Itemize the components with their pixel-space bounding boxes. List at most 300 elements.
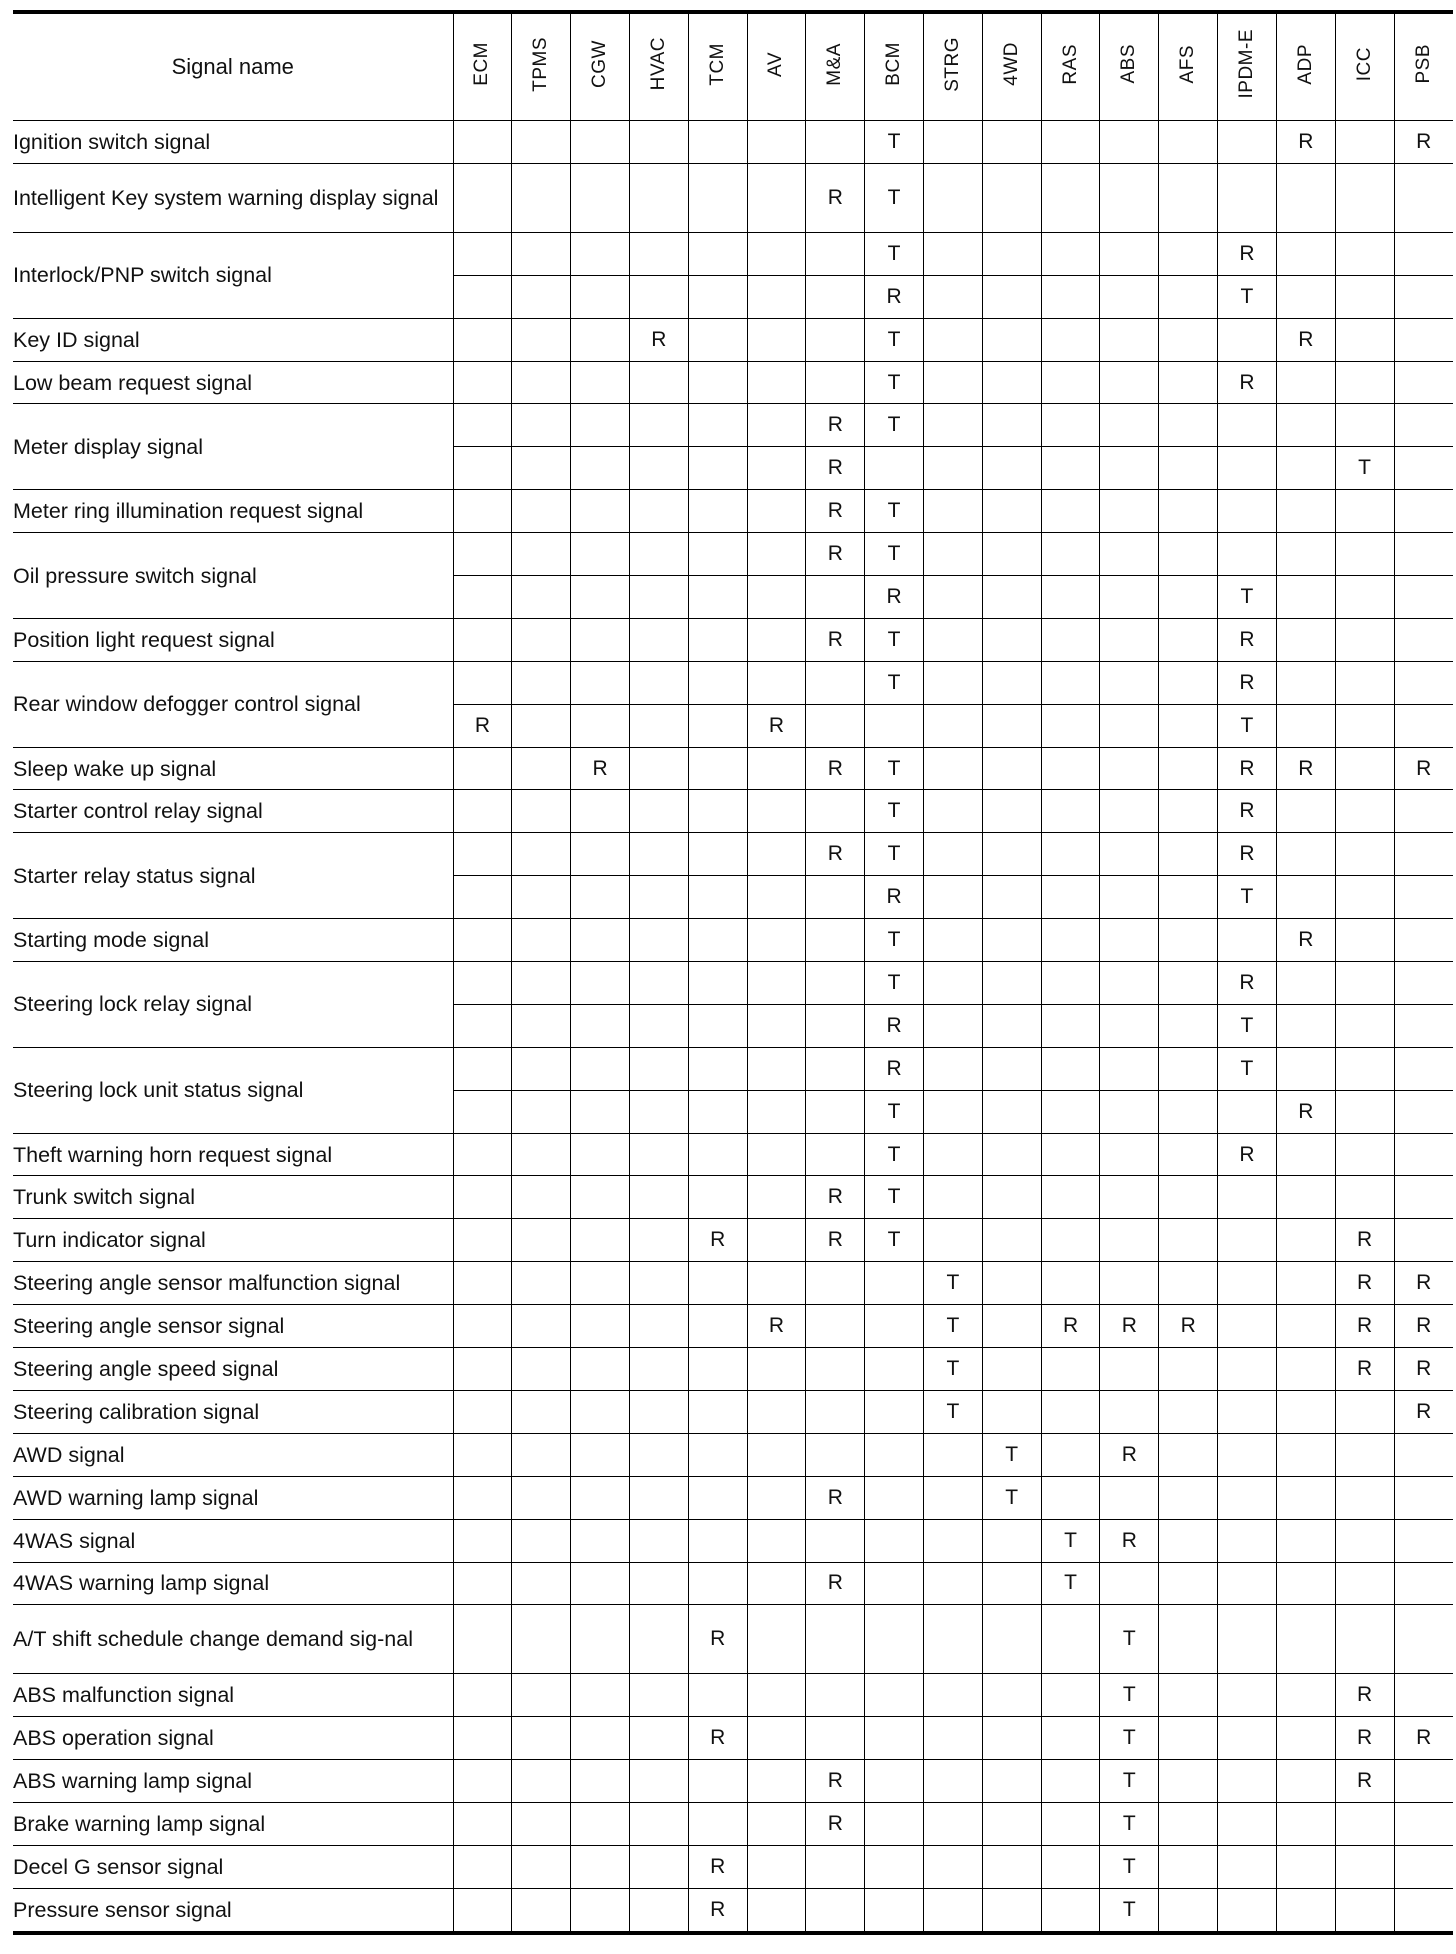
cell-adp [1276, 1760, 1335, 1803]
cell-strg [924, 121, 983, 164]
cell-afs [1159, 447, 1218, 490]
unit-header-abs [1100, 12, 1159, 121]
cell-psb [1394, 618, 1453, 661]
cell-strg [924, 661, 983, 704]
signal-name-cell: Steering calibration signal [13, 1390, 453, 1433]
cell-adp [1276, 1390, 1335, 1433]
cell-icc [1335, 876, 1394, 919]
signal-name-cell: Starter control relay signal [13, 790, 453, 833]
cell-av [747, 876, 806, 919]
cell-4wd [982, 1519, 1041, 1562]
cell-afs [1159, 490, 1218, 533]
cell-manda: R [806, 1219, 865, 1262]
cell-av [747, 1803, 806, 1846]
cell-bcm: T [865, 490, 924, 533]
table-row [13, 1803, 1453, 1846]
cell-abs: R [1100, 1305, 1159, 1348]
cell-4wd [982, 704, 1041, 747]
cell-psb: R [1394, 1717, 1453, 1760]
cell-tpms [512, 1717, 571, 1760]
unit-header-label: STRG [941, 36, 963, 92]
cell-ecm [453, 1605, 512, 1674]
signal-name-cell: AWD signal [13, 1433, 453, 1476]
cell-ipdm-e: R [1218, 833, 1277, 876]
cell-afs [1159, 1133, 1218, 1176]
cell-ecm [453, 1047, 512, 1090]
cell-afs [1159, 1888, 1218, 1932]
cell-av [747, 1562, 806, 1605]
unit-header-label: ABS [1118, 44, 1140, 84]
cell-tcm [688, 1433, 747, 1476]
cell-av [747, 1476, 806, 1519]
cell-av [747, 1390, 806, 1433]
table-row [13, 919, 1453, 962]
cell-strg [924, 163, 983, 232]
cell-psb [1394, 232, 1453, 275]
cell-icc [1335, 121, 1394, 164]
cell-icc [1335, 1176, 1394, 1219]
cell-bcm: T [865, 790, 924, 833]
cell-strg [924, 1433, 983, 1476]
cell-adp: R [1276, 1090, 1335, 1133]
signal-name-cell: A/T shift schedule change demand sig-nal [13, 1605, 453, 1674]
cell-tcm [688, 275, 747, 318]
cell-tcm [688, 1519, 747, 1562]
cell-strg [924, 1888, 983, 1932]
signal-name-cell: Oil pressure switch signal [13, 533, 453, 619]
cell-av [747, 1888, 806, 1932]
cell-icc [1335, 833, 1394, 876]
unit-header-label: TPMS [530, 36, 552, 92]
cell-ipdm-e [1218, 318, 1277, 361]
cell-abs: T [1100, 1803, 1159, 1846]
cell-bcm: T [865, 121, 924, 164]
signal-name-cell: Brake warning lamp signal [13, 1803, 453, 1846]
cell-hvac [629, 661, 688, 704]
cell-manda [806, 121, 865, 164]
cell-ecm [453, 1133, 512, 1176]
cell-abs [1100, 1390, 1159, 1433]
cell-cgw [571, 1390, 630, 1433]
cell-psb [1394, 361, 1453, 404]
cell-ras [1041, 1004, 1100, 1047]
cell-psb [1394, 1133, 1453, 1176]
cell-tpms [512, 533, 571, 576]
cell-adp [1276, 447, 1335, 490]
cell-icc [1335, 232, 1394, 275]
cell-tpms [512, 1888, 571, 1932]
cell-afs [1159, 121, 1218, 164]
cell-icc [1335, 1605, 1394, 1674]
table-row [13, 1133, 1453, 1176]
cell-tcm [688, 1090, 747, 1133]
cell-hvac [629, 1674, 688, 1717]
cell-ecm [453, 1090, 512, 1133]
cell-bcm [865, 1562, 924, 1605]
can-communication-signal-table-sheet [13, 10, 1443, 1935]
cell-abs [1100, 704, 1159, 747]
cell-tpms [512, 1305, 571, 1348]
cell-tcm [688, 1674, 747, 1717]
cell-tpms [512, 1562, 571, 1605]
cell-hvac [629, 1562, 688, 1605]
table-row [13, 1390, 1453, 1433]
cell-av [747, 1605, 806, 1674]
cell-ipdm-e [1218, 1219, 1277, 1262]
cell-tcm [688, 1390, 747, 1433]
cell-psb [1394, 661, 1453, 704]
cell-cgw [571, 533, 630, 576]
cell-ecm [453, 163, 512, 232]
cell-tcm [688, 1476, 747, 1519]
cell-icc: R [1335, 1674, 1394, 1717]
cell-afs [1159, 163, 1218, 232]
signal-name-cell: Interlock/PNP switch signal [13, 232, 453, 318]
signal-name-cell: Steering lock relay signal [13, 962, 453, 1048]
cell-strg [924, 704, 983, 747]
cell-psb [1394, 1476, 1453, 1519]
table-row [13, 490, 1453, 533]
cell-tpms [512, 1133, 571, 1176]
table-row [13, 1305, 1453, 1348]
cell-ras [1041, 1803, 1100, 1846]
cell-manda [806, 576, 865, 619]
cell-tpms [512, 490, 571, 533]
cell-tcm [688, 163, 747, 232]
cell-cgw [571, 576, 630, 619]
cell-hvac [629, 533, 688, 576]
cell-ipdm-e [1218, 447, 1277, 490]
table-row [13, 1717, 1453, 1760]
cell-tpms [512, 447, 571, 490]
cell-abs [1100, 404, 1159, 447]
cell-cgw [571, 962, 630, 1005]
cell-abs: T [1100, 1760, 1159, 1803]
signal-name-cell: Rear window defogger control signal [13, 661, 453, 747]
signal-name-cell: Trunk switch signal [13, 1176, 453, 1219]
cell-tcm [688, 962, 747, 1005]
cell-psb [1394, 1760, 1453, 1803]
cell-psb [1394, 1433, 1453, 1476]
cell-afs [1159, 1219, 1218, 1262]
cell-icc [1335, 533, 1394, 576]
table-row [13, 163, 1453, 232]
cell-cgw [571, 121, 630, 164]
cell-cgw [571, 919, 630, 962]
cell-icc [1335, 490, 1394, 533]
cell-ras [1041, 1760, 1100, 1803]
cell-ras [1041, 404, 1100, 447]
cell-ecm [453, 121, 512, 164]
cell-ras [1041, 747, 1100, 790]
cell-bcm [865, 1262, 924, 1305]
unit-header-label: PSB [1412, 44, 1434, 84]
cell-4wd [982, 1176, 1041, 1219]
cell-adp [1276, 1433, 1335, 1476]
cell-hvac [629, 1888, 688, 1932]
cell-bcm [865, 1888, 924, 1932]
cell-bcm: T [865, 618, 924, 661]
cell-av: R [747, 1305, 806, 1348]
cell-abs: T [1100, 1717, 1159, 1760]
cell-cgw [571, 790, 630, 833]
cell-hvac [629, 576, 688, 619]
cell-ecm [453, 1176, 512, 1219]
cell-4wd [982, 1803, 1041, 1846]
cell-manda: R [806, 1803, 865, 1846]
cell-4wd [982, 1562, 1041, 1605]
cell-manda [806, 704, 865, 747]
unit-header-adp [1276, 12, 1335, 121]
cell-bcm [865, 447, 924, 490]
cell-ipdm-e [1218, 1605, 1277, 1674]
cell-tcm [688, 318, 747, 361]
cell-bcm: T [865, 318, 924, 361]
cell-adp [1276, 1262, 1335, 1305]
signal-name-cell: Pressure sensor signal [13, 1888, 453, 1932]
cell-adp [1276, 1888, 1335, 1932]
cell-ecm [453, 1717, 512, 1760]
cell-manda: R [806, 163, 865, 232]
cell-psb [1394, 533, 1453, 576]
cell-manda: R [806, 1562, 865, 1605]
cell-ipdm-e [1218, 1262, 1277, 1305]
cell-tcm [688, 704, 747, 747]
table-row [13, 1047, 1453, 1090]
unit-header-4wd [982, 12, 1041, 121]
cell-abs: R [1100, 1519, 1159, 1562]
cell-abs: R [1100, 1433, 1159, 1476]
cell-av [747, 361, 806, 404]
cell-tpms [512, 318, 571, 361]
cell-tpms [512, 576, 571, 619]
cell-icc: R [1335, 1348, 1394, 1391]
cell-ecm [453, 1262, 512, 1305]
cell-bcm: R [865, 876, 924, 919]
cell-tpms [512, 275, 571, 318]
cell-ras [1041, 447, 1100, 490]
cell-tpms [512, 833, 571, 876]
cell-manda [806, 1305, 865, 1348]
cell-ecm [453, 1888, 512, 1932]
cell-abs [1100, 163, 1159, 232]
cell-bcm: T [865, 1090, 924, 1133]
cell-ipdm-e [1218, 1674, 1277, 1717]
cell-av [747, 618, 806, 661]
cell-hvac [629, 1717, 688, 1760]
cell-hvac [629, 1845, 688, 1888]
cell-strg [924, 1803, 983, 1846]
cell-ipdm-e: R [1218, 661, 1277, 704]
table-row [13, 962, 1453, 1005]
cell-av [747, 1760, 806, 1803]
cell-tpms [512, 1803, 571, 1846]
cell-hvac [629, 1605, 688, 1674]
cell-hvac [629, 790, 688, 833]
cell-av [747, 232, 806, 275]
cell-av [747, 790, 806, 833]
cell-adp [1276, 1562, 1335, 1605]
cell-ipdm-e [1218, 121, 1277, 164]
cell-icc [1335, 1562, 1394, 1605]
cell-icc [1335, 318, 1394, 361]
cell-afs [1159, 876, 1218, 919]
unit-header-manda [806, 12, 865, 121]
cell-ipdm-e: R [1218, 790, 1277, 833]
cell-psb: R [1394, 121, 1453, 164]
cell-icc [1335, 1888, 1394, 1932]
cell-ras [1041, 232, 1100, 275]
signal-name-cell: AWD warning lamp signal [13, 1476, 453, 1519]
cell-bcm [865, 1760, 924, 1803]
signal-name-cell: Meter display signal [13, 404, 453, 490]
cell-tcm [688, 1348, 747, 1391]
signal-name-cell: ABS malfunction signal [13, 1674, 453, 1717]
cell-4wd [982, 1004, 1041, 1047]
cell-manda [806, 1888, 865, 1932]
cell-afs [1159, 618, 1218, 661]
cell-hvac [629, 618, 688, 661]
cell-abs [1100, 490, 1159, 533]
cell-cgw [571, 1219, 630, 1262]
unit-header-label: CGW [589, 40, 611, 88]
cell-tcm [688, 490, 747, 533]
cell-4wd [982, 163, 1041, 232]
cell-manda [806, 1047, 865, 1090]
unit-header-afs [1159, 12, 1218, 121]
cell-av [747, 1004, 806, 1047]
cell-4wd [982, 1219, 1041, 1262]
cell-ras [1041, 833, 1100, 876]
cell-ras [1041, 962, 1100, 1005]
cell-psb [1394, 919, 1453, 962]
cell-adp [1276, 275, 1335, 318]
cell-manda: R [806, 833, 865, 876]
cell-ecm [453, 576, 512, 619]
cell-abs [1100, 1133, 1159, 1176]
cell-hvac [629, 232, 688, 275]
cell-strg [924, 919, 983, 962]
cell-cgw [571, 361, 630, 404]
cell-ipdm-e [1218, 1433, 1277, 1476]
cell-av [747, 1348, 806, 1391]
unit-header-label: HVAC [647, 37, 669, 91]
cell-tcm: R [688, 1717, 747, 1760]
table-row [13, 1476, 1453, 1519]
cell-bcm [865, 1390, 924, 1433]
cell-tcm [688, 661, 747, 704]
cell-ras [1041, 1888, 1100, 1932]
cell-av [747, 1090, 806, 1133]
cell-cgw [571, 704, 630, 747]
cell-4wd [982, 1390, 1041, 1433]
cell-tcm: R [688, 1888, 747, 1932]
cell-tcm: R [688, 1219, 747, 1262]
cell-adp [1276, 1219, 1335, 1262]
cell-strg: T [924, 1305, 983, 1348]
cell-ecm [453, 1760, 512, 1803]
cell-4wd [982, 747, 1041, 790]
cell-tpms [512, 232, 571, 275]
cell-ecm [453, 790, 512, 833]
cell-psb [1394, 576, 1453, 619]
cell-adp [1276, 490, 1335, 533]
cell-ipdm-e [1218, 1305, 1277, 1348]
cell-psb [1394, 490, 1453, 533]
cell-abs [1100, 1047, 1159, 1090]
cell-4wd [982, 661, 1041, 704]
cell-4wd [982, 1760, 1041, 1803]
cell-4wd [982, 533, 1041, 576]
cell-4wd [982, 1133, 1041, 1176]
cell-tcm [688, 121, 747, 164]
unit-header-label: TCM [706, 42, 728, 86]
cell-abs [1100, 1219, 1159, 1262]
cell-4wd [982, 1605, 1041, 1674]
cell-ras [1041, 1133, 1100, 1176]
cell-bcm: T [865, 163, 924, 232]
cell-icc [1335, 1845, 1394, 1888]
cell-ras [1041, 1176, 1100, 1219]
cell-bcm [865, 1845, 924, 1888]
cell-strg [924, 1090, 983, 1133]
cell-ras [1041, 1090, 1100, 1133]
cell-icc [1335, 1133, 1394, 1176]
cell-manda [806, 1519, 865, 1562]
cell-bcm: T [865, 361, 924, 404]
cell-cgw [571, 1562, 630, 1605]
cell-adp [1276, 1717, 1335, 1760]
cell-cgw [571, 1433, 630, 1476]
cell-tpms [512, 1176, 571, 1219]
cell-bcm: R [865, 1047, 924, 1090]
cell-ecm [453, 533, 512, 576]
cell-strg [924, 1519, 983, 1562]
cell-icc [1335, 576, 1394, 619]
cell-ras [1041, 919, 1100, 962]
cell-cgw [571, 1047, 630, 1090]
cell-4wd [982, 790, 1041, 833]
cell-adp [1276, 962, 1335, 1005]
cell-manda: R [806, 1476, 865, 1519]
header-row [13, 12, 1453, 121]
cell-abs [1100, 232, 1159, 275]
cell-tcm [688, 618, 747, 661]
cell-cgw [571, 1004, 630, 1047]
cell-ipdm-e [1218, 533, 1277, 576]
cell-ecm [453, 1390, 512, 1433]
cell-afs [1159, 1605, 1218, 1674]
cell-ecm [453, 361, 512, 404]
signal-name-cell: Steering angle sensor malfunction signal [13, 1262, 453, 1305]
table-row [13, 1562, 1453, 1605]
cell-afs [1159, 919, 1218, 962]
cell-ipdm-e [1218, 1803, 1277, 1846]
unit-header-av [747, 12, 806, 121]
signal-name-column-header: Signal name [13, 12, 453, 121]
cell-psb [1394, 1004, 1453, 1047]
cell-manda [806, 232, 865, 275]
cell-4wd [982, 1845, 1041, 1888]
unit-header-hvac [629, 12, 688, 121]
cell-bcm: T [865, 962, 924, 1005]
cell-strg [924, 576, 983, 619]
cell-cgw [571, 1760, 630, 1803]
cell-ipdm-e [1218, 1476, 1277, 1519]
cell-tpms [512, 747, 571, 790]
cell-adp [1276, 576, 1335, 619]
cell-ecm [453, 1476, 512, 1519]
